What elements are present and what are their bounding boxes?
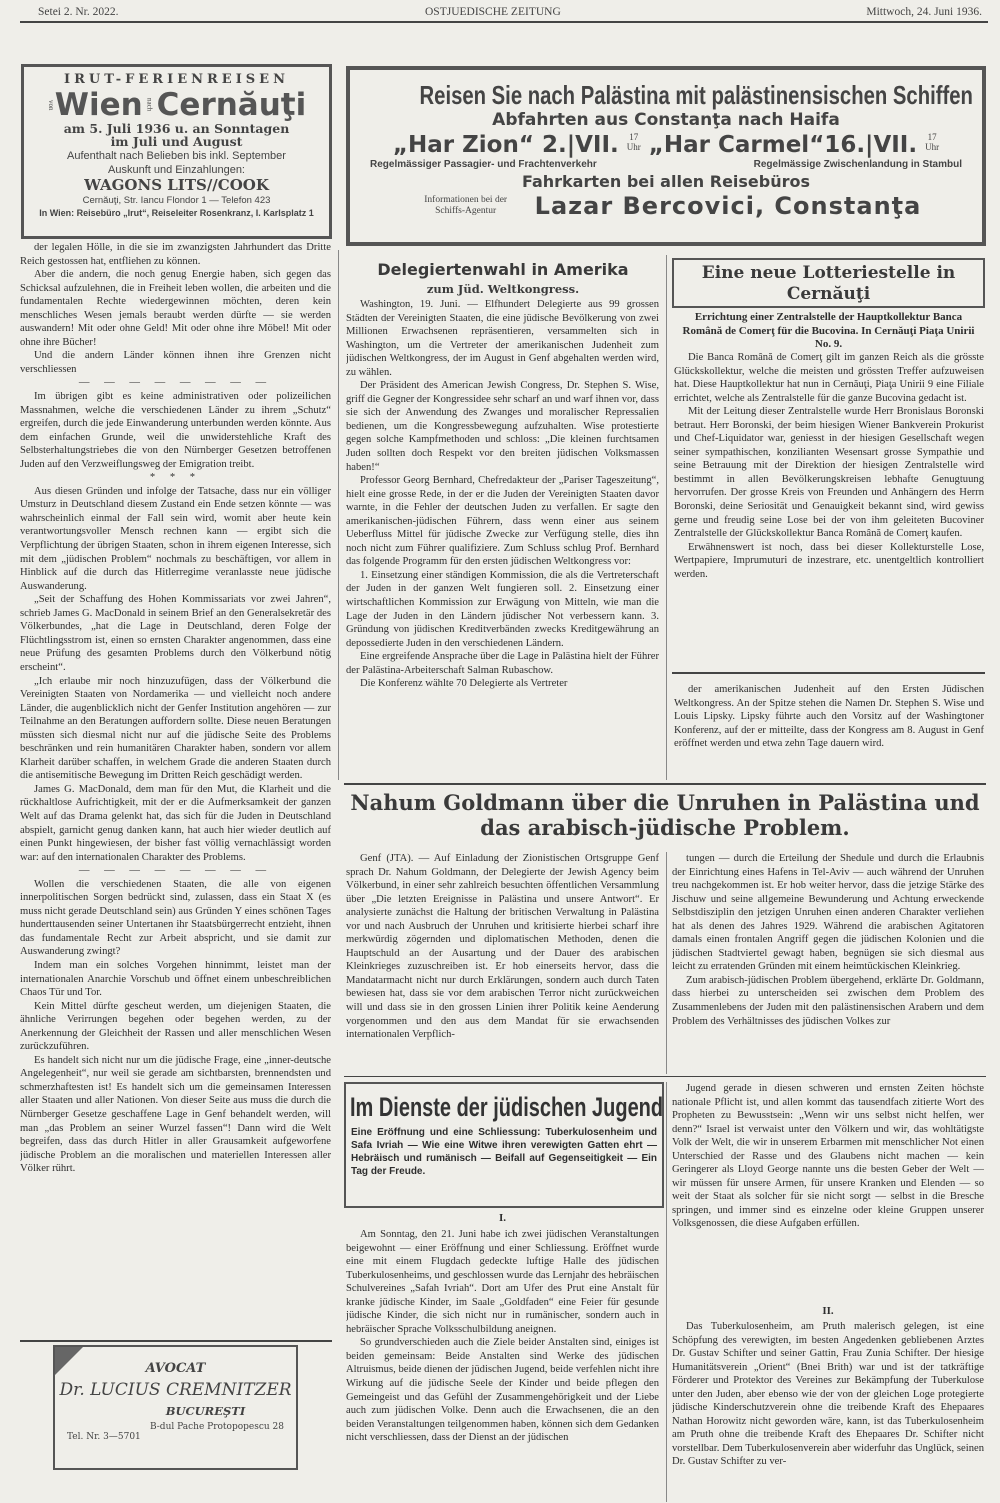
paragraph: Im übrigen gibt es keine administrativen oder polizeilichen Massnahmen, welche die verschiedenen Länder zu ihrem „Schutz“ ergreifen, durch die jede Einwanderung unterbunden werden könnte. Aus dem einfachen Grunde, weil die unwiderstehliche Kraft des Selbsterhaltungstriebes die von den Nürnberger Gesetzen betroffenen Juden auf den Verzweiflungsweg der Emigration treibt. bbox=[20, 391, 331, 470]
paragraph: 1. Einsetzung einer ständigen Kommission, die als die Vertreterschaft der Juden in der ganzen Welt fungieren soll. 2. Einsetzung einer wirtschaftlichen Kommission zur Erwägung von Mitteln, wie man die Lage der Juden in den Ländern jüdischer Not verbessern kann. 3. Gründung von jüdischen Kreditverbänden zwecks Kreditgewährung an depossedierte Juden in den verschiedenen Ländern. bbox=[346, 569, 659, 649]
ship2-time: 17 bbox=[927, 132, 937, 142]
column-rule bbox=[666, 1082, 667, 1502]
separator: — — — — — — — — bbox=[78, 377, 273, 389]
paragraph: tungen — durch die Erteilung der Shedule und durch die Erlaubnis der Einrichtung eines Hafens in Tel-Aviv — auch während der Unruhen treu nachgekommen ist. Er hob weiter hervor, dass die jetzige Stärke des Jischuw und seine allgemeine Bewunderung und Achtung erweckende Selbstdisziplin den jetzigen Unruhen einen anderen Charakter verliehen hat als denen des Jahres 1929. Während die arabischen Agitatoren damals einen frontalen Angriff gegen die jüdischen Kolonien und die jüdischen Stadtviertel gewagt haben, begnügen sie sich diesmal aus leicht zu erratenden Gründen mit einem heimtückischen Kleinkrieg. bbox=[672, 853, 984, 973]
ad-agent: Lazar Bercovici, Constanţa bbox=[534, 192, 922, 220]
paragraph: Aus diesen Gründen und infolge der Tatsache, dass nur ein völliger Umsturz in Deutschland diesem Zustand ein Ende setzen könnte — was wahrscheinlich einmal der Fall sein wird, womit aber heute kein verantwortungsvoller Mensch rechnen kann — ergibt sich die Verpflichtung der übrigen Staaten, schon in ihrem eigenen Interesse, sich mit dem „jüdischen Problem“ nochmals zu beschäftigen, vor allem in Hinblick auf die durch das Hitlerregime veranlasste neue jüdische Auswanderung. bbox=[20, 485, 331, 592]
ad-tickets: Fahrkarten bei allen Reisebüros bbox=[521, 172, 811, 191]
irut-travel-ad bbox=[21, 64, 332, 239]
newspaper-title: OSTJUEDISCHE ZEITUNG bbox=[425, 6, 561, 18]
paragraph: Jugend gerade in diesen schweren und ernsten Zeiten höchste nationale Pflicht ist, und allen kommt das tausendfach zitierte Wort des Propheten zu Bewusstsein: „Wenn wir uns selbst nicht helfen, wer denn?“ Israel ist verwaist unter den Völkern und wir, das wohltätigste Volk der Welt, die wir in unserem Erbarmen mit menschlicher Not einen Unterschied der Rasse und des Glaubens nicht machen — kein Geringerer als Lloyd George nannte uns die besten Geber der Welt — wir müssen für unsere Armen, für unsere Kranken und Elenden — so weit der Staat als solcher für sie nicht sorgt — selbst in die Bresche springen, und immer sind es einzelne oder kleine Gruppen unserer Volksgenossen, die diese Aufgaben erfüllen. bbox=[672, 1083, 984, 1230]
paragraph: Aber die andern, die noch genug Energie haben, sich gegen das Schicksal aufzulehnen, die in Freiheit leben wollen, die arbeiten und die fundamentalen Rechte wiedergewinnen möchten, deren kein menschliches Wesen jemals beraubt werden dürfte — sie werden auswandern! Mit oder ohne Geld! Mit oder ohne ihre Möbel! Mit oder ohne ihre Bücher! bbox=[20, 269, 331, 348]
ad-von: von bbox=[46, 99, 55, 111]
lottery-headline: Eine neue Lotteriestelle in Cernăuţi bbox=[701, 263, 956, 304]
paragraph: Indem man ein solches Vorgehen hinnimmt, leistet man der internationalen Anarchie Vorschub und öffnet einem unbeschreiblichen Chaos Tür und Tor. bbox=[20, 959, 331, 999]
delegates-headline: Delegiertenwahl in Amerika bbox=[377, 260, 629, 279]
paragraph: Wollen die verschiedenen Staaten, die alle von eigenen innerpolitischen Sorgen bedrückt sind, zulassen, dass ein Staat X (es muss nicht gerade Deutschland sein) aus Gründen Y eines schönen Tages hunderttausenden seiner Untertanen ihr Staatsbürgerrecht entzieht, ihnen das fundamentale Recht zur Arbeit abspricht, und sie damit zur Auswanderung zwingt? bbox=[20, 878, 331, 958]
goldmann-headline: Nahum Goldmann über die Unruhen in Palästina und das arabisch-jüdische Problem. bbox=[350, 790, 980, 840]
youth-col-2b bbox=[672, 1320, 984, 1502]
ship1-time: 17 bbox=[629, 132, 639, 142]
palestine-ships-ad bbox=[346, 66, 986, 246]
ad-ships-title: Reisen Sie nach Palästina mit palästinensischen Schiffen bbox=[419, 80, 973, 110]
paragraph: Das Tuberkulosenheim, am Pruth malerisch gelegen, ist eine Schöpfung des verewigten, im besten Angedenken gebliebenen Arztes Dr. Gustav Schifter und seiner Gattin, Frau Zunia Schifter. Der hiesige Humanitätsverein „Orient“ (Bnei Brith) war und ist der tatkräftige Förderer und Protektor des Vereines zur Bekämpfung der Tuberkulose unter den Juden, aber ebenso wie der von der gleichen Loge protegierte jüdische Kinderschutzverein ohne die treibende Kraft des Ehepaares Nathan Horowitz nicht geworden wäre, kann, ist das Tuberkulosenheim am Pruth ohne die treibende Kraft des Ehepaares Dr. Schifter nicht vorstellbar. Dem Tuberkulosenverein aber widerfuhr das Unglück, seinen Dr. Gustav Schifter zu ver- bbox=[672, 1321, 984, 1468]
paragraph: Und die andern Länder können ihnen ihre Grenzen nicht verschliessen bbox=[20, 350, 331, 375]
ad-agency: WAGONS LITS//COOK bbox=[84, 176, 269, 194]
ad-to-city: Cernăuţi bbox=[156, 87, 307, 123]
lottery-subhead: Errichtung einer Zentralstelle der Hauptkollektur Banca Română de Comerţ für die Bucovina. In Cernăuţi Piaţa Unirii No. 9. bbox=[682, 311, 975, 350]
ad-address: Cernăuţi, Str. Iancu Flondor 1 — Telefon 423 bbox=[82, 195, 271, 206]
lawyer-ad bbox=[53, 1345, 298, 1470]
paragraph: der amerikanischen Judenheit auf den Ersten Jüdischen Weltkongress. An der Spitze stehen die Namen Dr. Stephen S. Wise und Louis Lipsky. Lipsky führte auch den Vorsitz auf der Washingtoner Konferenz, auf der er mitteilte, dass der Kongress am 8. August in Genf eröffnet werden und etwa zehn Tage dauern wird. bbox=[674, 684, 984, 750]
ad-vienna-office: In Wien: Reisebüro „Irut“, Reiseleiter Rosenkranz, I. Karlsplatz 1 bbox=[39, 208, 314, 218]
youth-headline-box bbox=[344, 1082, 664, 1208]
youth-col-2 bbox=[672, 1082, 984, 1302]
ad-dates-1: am 5. Juli 1936 u. an Sonntagen bbox=[63, 121, 290, 136]
delegates-continuation bbox=[674, 683, 984, 778]
paragraph: Kein Mittel dürfte gescheut werden, um diejenigen Staaten, die ähnliche Verirrungen begehen oder begehen werden, zu der Anerkennung der Gleichheit der Rassen und aller menschlichen Wesen zurückzuführen. bbox=[20, 1000, 331, 1053]
ad-note-freight: Regelmässiger Passagier- und Frachtenverkehr bbox=[370, 159, 597, 170]
ad-info: Auskunft und Einzahlungen: bbox=[108, 164, 245, 176]
column-rule bbox=[666, 255, 667, 780]
ship2-unit: Uhr bbox=[925, 142, 940, 152]
paragraph: „Ich erlaube mir noch hinzuzufügen, dass der Völkerbund die Vereinigten Staaten von Nordamerika — und vielleicht noch andere Länder, die augenblicklich nicht der Genfer Institution angehören — zur Teilnahme an den Beratungen auffordern sollte. Diese neuen Beratungen müssten sich diesmal nicht nur auf die jüdische Seite des Problems beschränken und rein humanitären Charakter haben, sondern vor allem Klarheit darüber schaffen, in welchem Grade die anderen Staaten durch die antisemitische Bewegung im Dritten Reich geschädigt werden. bbox=[20, 675, 331, 782]
paragraph: Am Sonntag, den 21. Juni habe ich zwei jüdischen Veranstaltungen beigewohnt — einer Eröffnung und einer Schliessung. Eröffnet wurde eine mit einem Flugdach gedeckte luftige Halle des jüdischen Tuberkulosenheims, und geschlossen wurde das Lernjahr des hebräischen Schulvereines „Safah Ivriah“. Dort am Ufer des Prut eine Anstalt für kranke jüdische Kinder, im Saale „Goldfaden“ eine Feier für gesunde jüdische Kinder, die sich nicht nur in rumänischer, sondern auch in hebräischer Sprache Volksschulbildung aneignen. bbox=[346, 1229, 659, 1335]
ad-nach: nach bbox=[145, 98, 154, 112]
section-marker-2: II. bbox=[822, 1305, 834, 1317]
paragraph: der legalen Hölle, in die sie im zwanzigsten Jahrhundert das Dritte Reich gestossen hat, entfliehen zu können. bbox=[20, 242, 331, 267]
ad-agency-info: Informationen bei der Schiffs-Agentur bbox=[424, 195, 508, 216]
ship-har-carmel: „Har Carmel“16.|VII. bbox=[648, 132, 918, 158]
ad-stay: Aufenthalt nach Belieben bis inkl. September bbox=[67, 150, 286, 162]
paragraph: So grundverschieden auch die Ziele beider Anstalten sind, einiges ist beiden gemeinsam: Beide Anstalten sind Werke des jüdischen Altruismus, beide dienen der jüdischen Jugend, beide verfehlen nicht ihre Wirkung auf die jüdische Seele der Kinder und beide pflegen den Gemeingeist und das Gefühl der Zusammengehörigkeit und der Liebe auch zum jüdischen Volke. Denn auch die Erwachsenen, die an den beiden Veranstaltungen teilgenommen haben, können sich dem Gedanken nicht verschliessen, dass der Dienst an der jüdischen bbox=[346, 1337, 659, 1444]
lottery-article-body bbox=[674, 351, 984, 656]
lawyer-name: Dr. LUCIUS CREMNITZER bbox=[59, 1380, 292, 1400]
delegates-subhead: zum Jüd. Weltkongress. bbox=[426, 282, 580, 296]
paragraph: Zum arabisch-jüdischen Problem übergehend, erklärte Dr. Goldmann, dass hierbei zu unterscheiden sei zwischen dem Problem des Zusammenlebens der Juden mit den palästinensischen Arabern und dem Problem des Verhältnisses des jüdischen Volkes zur bbox=[672, 974, 984, 1027]
paragraph: Professor Georg Bernhard, Chefredakteur der „Pariser Tageszeitung“, hielt eine grosse Rede, in der er die Juden der Vereinigten Staaten davor warnte, in die Fehler der deutschen Juden zu verfallen. Er sagte den amerikanischen-jüdischen Führern, dass wenn einer aus seinem Ueberfluss Mittel für jüdische Zwecke zur Verfügung stelle, dies ihn noch nicht zum Führer qualifiziere. Zum Schluss schlug Prof. Bernhard das folgende Programm für den ersten jüdischen Weltkongress vor: bbox=[346, 475, 659, 568]
header-rule bbox=[20, 21, 988, 23]
page-number: Setei 2. Nr. 2022. bbox=[38, 6, 119, 18]
goldmann-col-2 bbox=[672, 852, 984, 1074]
lawyer-phone: Tel. Nr. 3—5701 bbox=[67, 1432, 141, 1442]
paragraph: Washington, 19. Juni. — Elfhundert Delegierte aus 99 grossen Städten der Vereinigten Staaten, die eine jüdische Bevölkerung von zwei Millionen Erwachsenen repräsentieren, versammelten sich in Washington, um die Vertreter der amerikanischen Judenheit zum jüdischen Weltkongress, der im August in Genf abgehalten werden wird, zu wählen. bbox=[346, 299, 659, 378]
corner-ornament bbox=[55, 1347, 83, 1375]
lawyer-address: B-dul Pache Protopopescu 28 bbox=[149, 1422, 284, 1432]
paragraph: Es handelt sich nicht nur um die jüdische Frage, eine „inner-deutsche Angelegenheit“, nur weil sie gerade am sichtbarsten, brennendsten und schmerzhaftesten ist! Es handelt sich um die gemeinsamen Interessen aller Staaten und aller Nationen. Von dieser Seite aus muss die durch die Nürnberger Gesetze geschaffene Lage in Genf behandelt werden, will man „das Problem an seiner Wurzel fassen“! Dann wird die Welt begreifen, dass das durch Hitler in aller Grausamkeit aufgeworfene jüdische Problem an die moralischen und materiellen Interessen aller Völker rührt. bbox=[20, 1054, 331, 1175]
paragraph: Mit der Leitung dieser Zentralstelle wurde Herr Bronislaus Boronski betraut. Herr Boronski, der beim hiesigen Wiener Bankverein Prokurist und Chef-Liquidator war, geniesst in der hiesigen Gesellschaft wegen seiner sympathischen, konzilianten Wesensart grosse Sympathie und seine Betrauung mit der Direktion der hiesigen Zentralstelle wird bestimmt in allen Bevölkerungskreisen lebhafte Genugtuung hervorrufen. Der grosse Kreis von Freunden und Anhängern des Herrn Boronski, deine Seriosität und Genauigkeit bekannt sind, wird gewiss gerne und freudig seine Lose bei der von ihm geleiteten Bucoviner Zentralstelle der Glückskollektur Banca Română de Comerţ kaufen. bbox=[674, 406, 984, 540]
ad-title: IRUT-FERIENREISEN bbox=[64, 72, 289, 87]
divider bbox=[344, 783, 986, 785]
goldmann-col-1 bbox=[346, 852, 659, 1074]
lawyer-title: AVOCAT bbox=[145, 1361, 206, 1376]
ad-from-city: Wien bbox=[54, 87, 143, 123]
paragraph: Genf (JTA). — Auf Einladung der Zionistischen Ortsgruppe Genf sprach Dr. Nahum Goldmann, der Delegierte der Jewish Agency beim Völkerbund, in einer sehr zahlreich besuchten öffentlichen Versammlung über „Die letzten Ereignisse in Palästina und unsere Antwort“. Er analysierte zunächst die Haltung der britischen Verwaltung in Palästina vor und nach Ausbruch der Unruhen und kritisierte hierbei scharf ihre merkwürdig zögernden und diplomatischen Methoden, denen die Hauptschuld an der Ausartung und der Dauer des arabischen Kleinkrieges zuzuschreiben ist. Er hob einerseits hervor, dass die Mandatarmacht nicht nur durch Erklärungen, sondern auch durch Taten bewiesen hat, dass sie vor dem arabischen Terror nicht zurückweichen will und dass sie in den grossen Linien ihrer Politik keine Aenderung vorgenommen und den aus dem Mandat für sie erwachsenden internationalen Verpflich- bbox=[346, 853, 659, 1041]
ship1-unit: Uhr bbox=[626, 142, 641, 152]
ship-har-zion: „Har Zion“ 2.|VII. bbox=[392, 132, 619, 158]
lawyer-city: BUCUREŞTI bbox=[165, 1404, 246, 1418]
paragraph: Die Konferenz wählte 70 Delegierte als Vertreter bbox=[360, 678, 568, 690]
separator: — — — — — — — — bbox=[78, 865, 273, 877]
emigration-article bbox=[20, 241, 331, 1337]
separator: * * * bbox=[149, 472, 202, 484]
section-marker-1: I. bbox=[498, 1212, 507, 1224]
ad-ships-route: Abfahrten aus Constanţa nach Haifa bbox=[492, 110, 840, 130]
ad-dates-2: im Juli und August bbox=[110, 134, 243, 149]
column-rule bbox=[338, 250, 339, 780]
column-rule bbox=[666, 852, 667, 1074]
paragraph: James G. MacDonald, dem man für den Mut, die Klarheit und die rückhaltlose Aufrichtigkeit, mit der er die Aufmerksamkeit der ganzen Welt auf das Drama gelenkt hat, das sich für die Juden in Deutschland abspielt, garnicht genug danken kann, hat auch hier wieder deutlich auf einen Punkt hingewiesen, der bisher fast völlig vernachlässigt worden war: auf den internationalen Charakter des Problems. bbox=[20, 783, 331, 863]
issue-date: Mittwoch, 24. Juni 1936. bbox=[866, 6, 982, 18]
divider bbox=[672, 672, 985, 674]
youth-headline: Im Dienste der jüdischen Jugend bbox=[350, 1092, 664, 1122]
divider bbox=[344, 1076, 986, 1077]
paragraph: „Seit der Schaffung des Hohen Kommissariats vor zwei Jahren“, schrieb James G. MacDonald in seinem Brief an den Generalsekretär des Völkerbundes, „hat die Lage in Deutschland, deren Folge der Flüchtlingsstrom ist, einen so ernsten Charakter angenommen, dass eine neue Prüfung des gesamten Problems durch den Völkerbund nötig erscheint“. bbox=[20, 594, 331, 673]
paragraph: Der Präsident des American Jewish Congress, Dr. Stephen S. Wise, griff die Gegner der Kongressidee sehr scharf an und warf ihnen vor, dass sie sich der Anwendung des Zwanges und moralischer Repressalien bedienen, um die Kongressbewegung aufzuhalten. Wise protestierte gegen solche Kampfmethoden und schloss: „Die kleinen furchtsamen Juden sollten doch Respekt vor den breiten jüdischen Volksmassen haben!“ bbox=[346, 380, 659, 473]
youth-subhead: Eine Eröffnung und eine Schliessung: Tuberkulosenheim und Safa Ivriah — Wie eine Witwe ihren verewigten Gatten ehrt — Hebräisch und rumänisch — Beifall auf Gegenseitigkeit — Ein Tag der Freude. bbox=[351, 1127, 657, 1177]
lottery-headline-box bbox=[672, 258, 985, 308]
divider bbox=[20, 1340, 332, 1342]
delegates-article-body bbox=[346, 298, 659, 778]
ad-note-stambul: Regelmässige Zwischenlandung in Stambul bbox=[753, 159, 962, 170]
paragraph: Die Banca Română de Comerţ gilt im ganzen Reich als die grösste Glückskollektur, welche die meisten und grössten Treffer aufzuweisen hat. Diese Hauptkollektur hat nun in Cernăuţi, Piaţa Unirii 9 eine Filiale errichtet, welche als Zentralstelle für die ganze Bucovina gedacht ist. bbox=[674, 352, 984, 404]
youth-col-1 bbox=[346, 1228, 659, 1500]
paragraph: Erwähnenswert ist noch, dass bei dieser Kollekturstelle Lose, Wertpapiere, Imprumuturi de inzestrare, etc. unentgeltlich kontrolliert werden. bbox=[674, 541, 984, 580]
paragraph: Eine ergreifende Ansprache über die Lage in Palästina hielt der Führer der Palästina-Arbeiterschaft Salman Rubaschow. bbox=[346, 651, 659, 676]
